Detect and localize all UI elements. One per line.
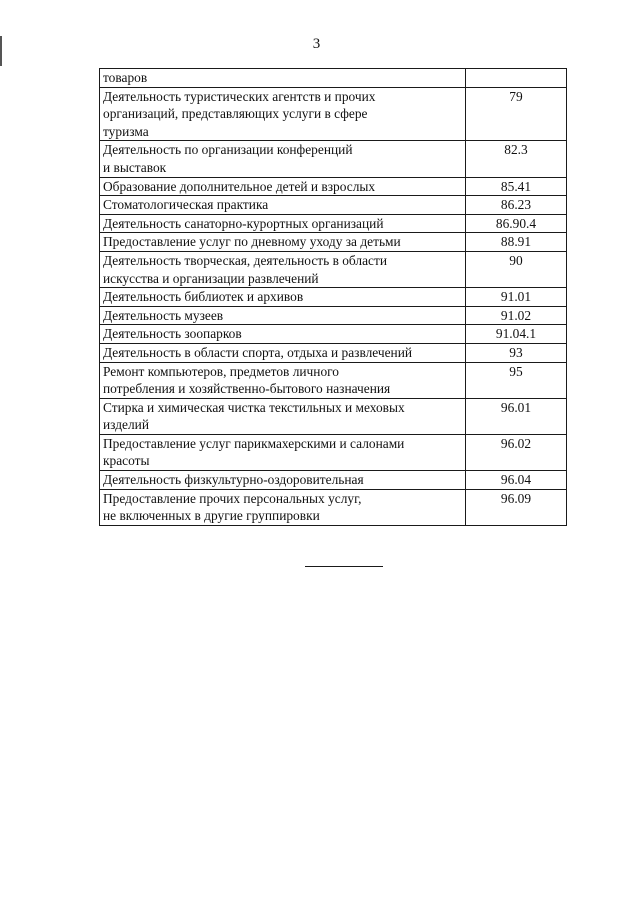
activity-code-cell: 91.02 — [466, 306, 567, 325]
activity-code-cell — [466, 69, 567, 88]
table-row — [100, 196, 567, 215]
activity-code-cell: 90 — [466, 251, 567, 287]
table-row — [100, 233, 567, 252]
table-row — [100, 87, 567, 141]
table-row — [100, 489, 567, 525]
table-row — [100, 471, 567, 490]
activity-name-cell: товаров — [100, 69, 466, 88]
activity-code-cell: 96.01 — [466, 398, 567, 434]
activity-code-cell: 96.09 — [466, 489, 567, 525]
activity-name-cell: Деятельность творческая, деятельность в области искусства и организации развлечений — [100, 251, 466, 287]
table-row — [100, 398, 567, 434]
activity-codes-table — [99, 68, 567, 526]
activity-code-cell: 88.91 — [466, 233, 567, 252]
activity-name-cell: Ремонт компьютеров, предметов личного потребления и хозяйственно-бытового назначения — [100, 362, 466, 398]
activity-code-cell: 82.3 — [466, 141, 567, 177]
activity-code-cell: 86.23 — [466, 196, 567, 215]
activity-code-cell: 95 — [466, 362, 567, 398]
table-row — [100, 177, 567, 196]
table-row — [100, 251, 567, 287]
table-row — [100, 362, 567, 398]
table-row — [100, 214, 567, 233]
activity-name-cell: Предоставление прочих персональных услуг, не включенных в другие группировки — [100, 489, 466, 525]
activity-codes-table-body — [100, 69, 567, 526]
page-number: 3 — [312, 36, 321, 52]
activity-name-cell: Деятельность туристических агентств и прочих организаций, представляющих услуги в сфере туризма — [100, 87, 466, 141]
activity-name-cell: Деятельность физкультурно-оздоровительная — [100, 471, 466, 490]
table-row — [100, 343, 567, 362]
activity-code-cell: 91.04.1 — [466, 325, 567, 344]
activity-code-cell: 93 — [466, 343, 567, 362]
activity-code-cell: 85.41 — [466, 177, 567, 196]
activity-name-cell: Стоматологическая практика — [100, 196, 466, 215]
activity-name-cell: Деятельность зоопарков — [100, 325, 466, 344]
activity-code-cell: 96.02 — [466, 434, 567, 470]
end-of-document-line — [305, 566, 383, 567]
activity-code-cell: 79 — [466, 87, 567, 141]
table-row — [100, 141, 567, 177]
activity-code-cell: 86.90.4 — [466, 214, 567, 233]
activity-code-cell: 96.04 — [466, 471, 567, 490]
activity-name-cell: Стирка и химическая чистка текстильных и меховых изделий — [100, 398, 466, 434]
table-row — [100, 306, 567, 325]
activity-name-cell: Деятельность по организации конференций и выставок — [100, 141, 466, 177]
activity-name-cell: Деятельность санаторно-курортных организаций — [100, 214, 466, 233]
table-row — [100, 69, 567, 88]
activity-name-cell: Предоставление услуг по дневному уходу за детьми — [100, 233, 466, 252]
table-row — [100, 434, 567, 470]
activity-name-cell: Предоставление услуг парикмахерскими и салонами красоты — [100, 434, 466, 470]
table-row — [100, 288, 567, 307]
activity-code-cell: 91.01 — [466, 288, 567, 307]
activity-name-cell: Деятельность музеев — [100, 306, 466, 325]
activity-name-cell: Деятельность библиотек и архивов — [100, 288, 466, 307]
table-row — [100, 325, 567, 344]
activity-name-cell: Образование дополнительное детей и взрослых — [100, 177, 466, 196]
activity-name-cell: Деятельность в области спорта, отдыха и развлечений — [100, 343, 466, 362]
